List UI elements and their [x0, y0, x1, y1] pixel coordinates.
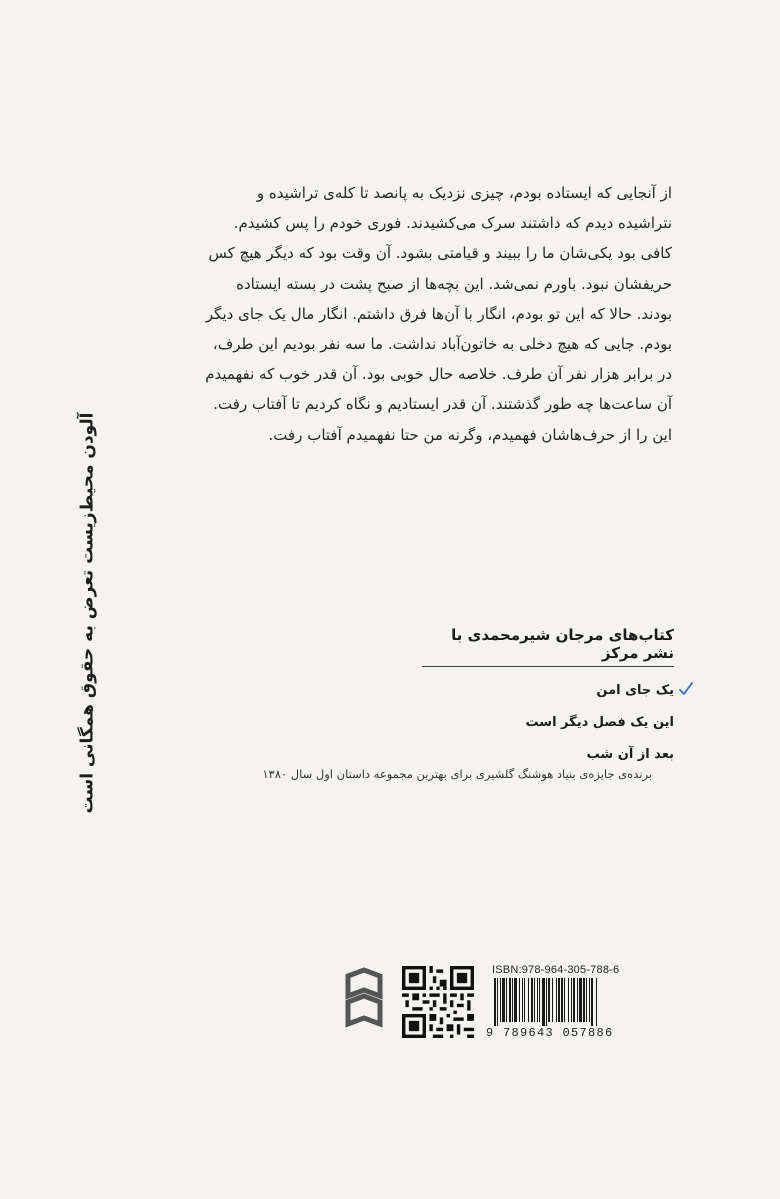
barcode-bar [537, 978, 538, 1022]
barcode-bar [494, 978, 496, 1026]
book-title: یک جای امن [596, 683, 674, 698]
barcode-bar [568, 978, 569, 1022]
barcode-bar [571, 978, 572, 1022]
excerpt-line: بودم. جایی که هیچ دخلی به خاتون‌آباد نداشت. ما سه نفر بودیم این طرف، [212, 335, 672, 354]
barcode-bar [497, 978, 498, 1026]
barcode-bar [577, 978, 578, 1022]
barcode-bar [542, 978, 545, 1026]
excerpt-line: کافی بود یکی‌شان ما را ببیند و قیامتی بشود. آن وقت بود که دیگر هیچ کس [208, 244, 672, 263]
excerpt-line: حریفشان نبود. باورم نمی‌شد. این بچه‌ها از صبح پشت در بسته ایستاده [236, 274, 672, 293]
barcode-bar [519, 978, 520, 1022]
barcode-bar [556, 978, 557, 1022]
book-item [200, 683, 674, 701]
excerpt-line: از آنجایی که ایستاده بودم، چیزی نزدیک به پانصد تا کله‌ی تراشیده و [256, 184, 672, 202]
barcode-bar [596, 978, 597, 1026]
barcode-bar [500, 978, 501, 1022]
books-heading: کتاب‌های مرجان شیرمحمدی با نشر مرکز [422, 626, 674, 667]
check-icon [678, 681, 694, 697]
barcode-digits: 9 789643 057886 [486, 1026, 614, 1040]
barcode-bar [539, 978, 540, 1022]
book-item [200, 715, 674, 733]
excerpt-line: آن ساعت‌ها چه طور گذشتند. آن قدر ایستادیم و نگاه کردیم تا آفتاب رفت. [213, 395, 672, 414]
barcode-icon [492, 978, 630, 1026]
book-excerpt [200, 178, 672, 450]
barcode-bar [561, 978, 563, 1022]
barcode-bar [564, 978, 565, 1022]
barcode-bar [579, 978, 582, 1022]
barcode-bar [522, 978, 523, 1022]
barcode-bar [558, 978, 560, 1022]
barcode-bar [524, 978, 525, 1022]
book-title: بعد از آن شب [586, 747, 674, 762]
book-item [200, 747, 674, 765]
excerpt-line: بودند. حالا که این تو بودم، انگار با آن‌ها فرق داشتم. انگار مال یک جای دیگر [205, 304, 672, 323]
barcode-bar [514, 978, 517, 1022]
barcode-bar [573, 978, 575, 1022]
barcode-bar [502, 978, 505, 1022]
book-title: این یک فصل دیگر است [525, 715, 674, 730]
barcode-bar [583, 978, 585, 1022]
barcode-bar [512, 978, 513, 1022]
excerpt-line: این را از حرف‌هاشان فهمیدم، و‌گرنه من حتا نفهمیدم آفتاب رفت. [268, 425, 672, 444]
environment-slogan [68, 413, 108, 813]
barcode-bar [589, 978, 590, 1022]
barcode-bar [546, 978, 547, 1026]
barcode-bar [552, 978, 553, 1022]
publisher-logo-icon [342, 966, 386, 1034]
qr-code-icon [402, 966, 474, 1038]
environment-slogan-text: آلودن محیط‌زیست تعرض به حقوق همگانی است [78, 412, 99, 814]
excerpt-line: نتراشیده دیدم که داشتند سرک می‌کشیدند. فوری خودم را پس کشیدم. [233, 214, 672, 233]
barcode-block [402, 964, 632, 1042]
excerpt-line: در برابر هزار نفر آن طرف. خلاصه حال خوبی بود. آن قدر خوب که نفهمیدم [205, 365, 672, 384]
barcode-bar [586, 978, 587, 1022]
author-books-list [200, 626, 674, 781]
barcode-bar [548, 978, 550, 1022]
barcode-bar [534, 978, 535, 1022]
award-note: برنده‌ی جایزه‌ی بنیاد هوشنگ گلشیری برای بهترین مجموعه داستان اول سال ۱۳۸۰ [262, 767, 652, 781]
barcode-bar [509, 978, 511, 1022]
isbn-label: ISBN:978-964-305-788-6 [492, 964, 620, 976]
barcode-bar [591, 978, 593, 1026]
barcode-bar [506, 978, 507, 1022]
barcode-bar [531, 978, 533, 1022]
barcode-bar [528, 978, 529, 1022]
